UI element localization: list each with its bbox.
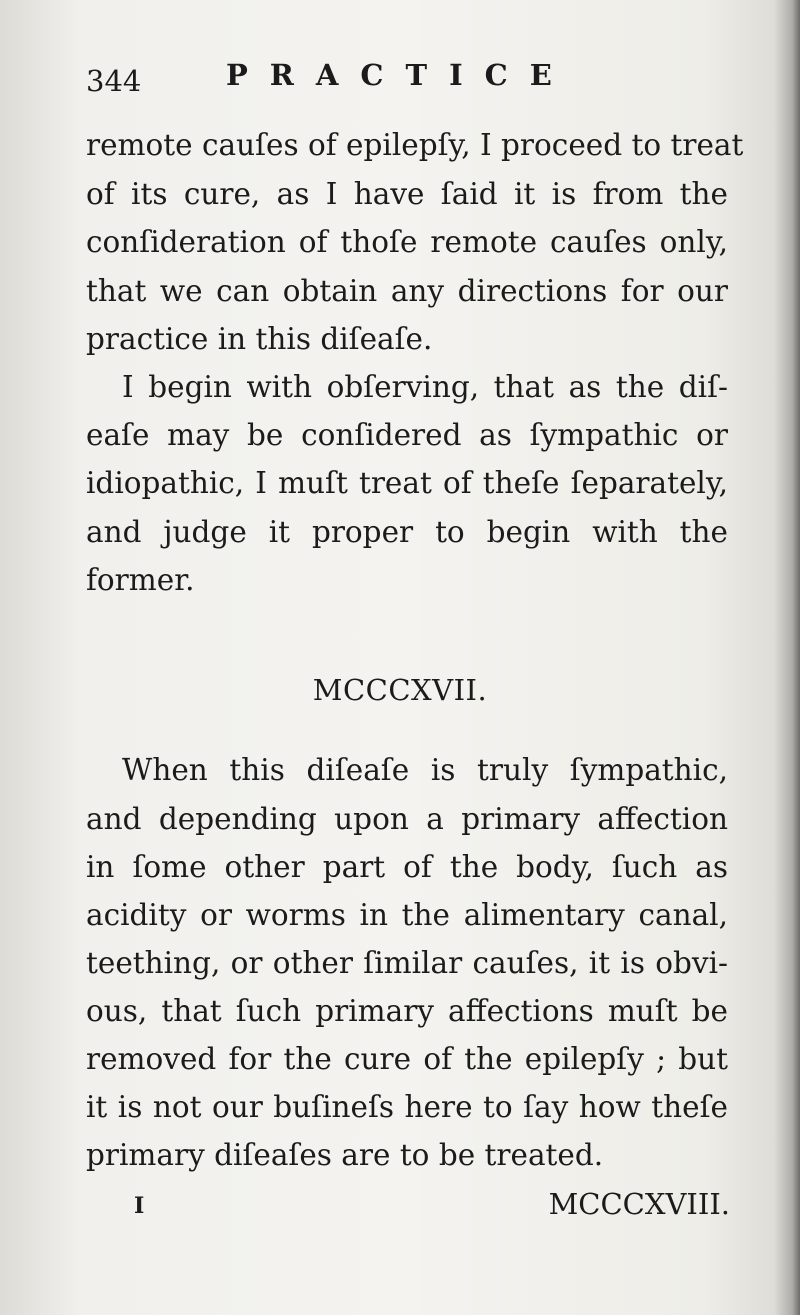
text-line: ous, that ſuch primary affections muſt be bbox=[86, 994, 728, 1028]
text-line: acidity or worms in the alimentary canal, bbox=[86, 898, 728, 932]
running-head: PRACTICE bbox=[226, 58, 574, 92]
catchword: MCCCXVIII. bbox=[548, 1187, 730, 1221]
signature-mark: I bbox=[134, 1193, 145, 1219]
text-line: practice in this diſeaſe. bbox=[86, 322, 433, 356]
text-line: former. bbox=[86, 563, 195, 597]
text-line: it is not our buſineſs here to ſay how theſe bbox=[86, 1090, 728, 1124]
text-line: and judge it proper to begin with the bbox=[86, 515, 728, 549]
text-line: removed for the cure of the epilepſy ; but bbox=[86, 1042, 728, 1076]
text-line: of its cure, as I have ſaid it is from the bbox=[86, 177, 728, 211]
page-edge-shadow bbox=[774, 0, 800, 1315]
text-line: idiopathic, I muſt treat of theſe ſeparately, bbox=[86, 466, 728, 500]
page-number: 344 bbox=[86, 64, 142, 98]
text-line: I begin with obſerving, that as the diſ- bbox=[122, 370, 728, 404]
text-line: that we can obtain any directions for our bbox=[86, 274, 728, 308]
text-line: remote cauſes of epilepſy, I proceed to treat bbox=[86, 128, 744, 162]
text-line: When this diſeaſe is truly ſympathic, bbox=[122, 753, 728, 787]
text-line: in ſome other part of the body, ſuch as bbox=[86, 850, 728, 884]
text-line: conſideration of thoſe remote cauſes only, bbox=[86, 225, 728, 259]
text-line: and depending upon a primary affection bbox=[86, 802, 728, 836]
text-line: eaſe may be conſidered as ſympathic or bbox=[86, 418, 728, 452]
page-header bbox=[86, 56, 726, 106]
text-line: primary diſeaſes are to be treated. bbox=[86, 1138, 604, 1172]
text-line: teething, or other ſimilar cauſes, it is obvi- bbox=[86, 946, 728, 980]
section-heading: MCCCXVII. bbox=[312, 673, 488, 707]
